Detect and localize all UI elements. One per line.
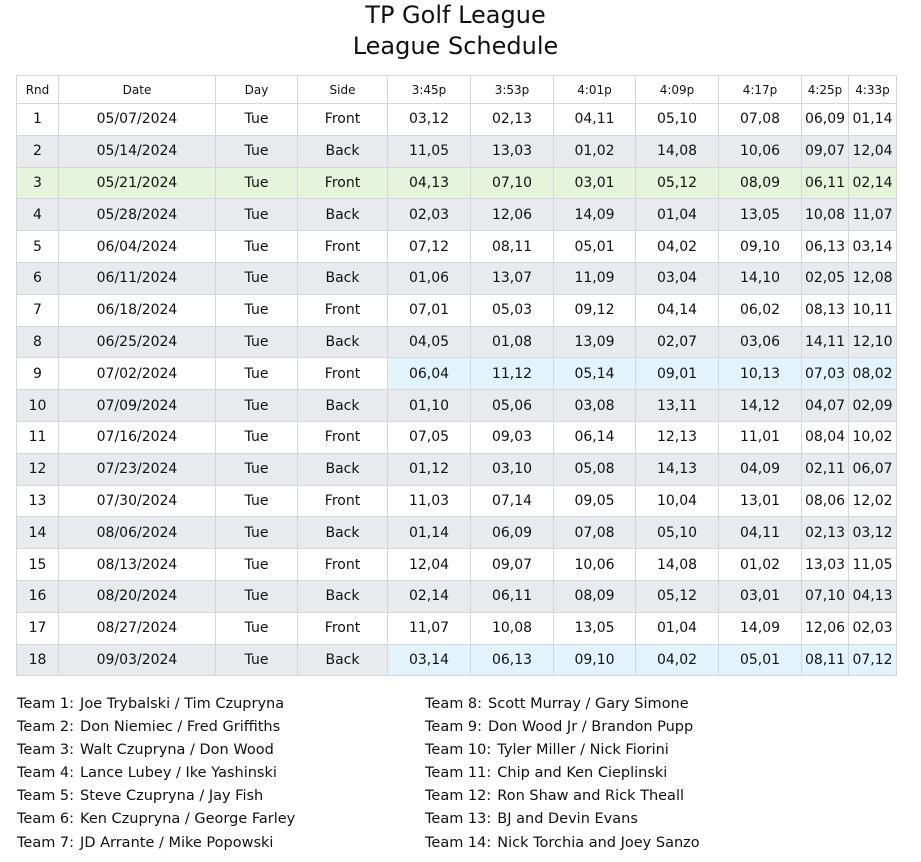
column-header-time: 4:17p — [719, 76, 802, 104]
matchup-cell: 01,08 — [471, 326, 554, 358]
date-cell: 06/04/2024 — [59, 231, 216, 263]
table-row — [17, 358, 897, 390]
team-label: Team 3: — [17, 742, 75, 759]
matchup-cell: 04,07 — [802, 390, 849, 422]
matchup-cell: 09,07 — [802, 135, 849, 167]
matchup-cell: 02,03 — [388, 199, 471, 231]
matchup-cell: 04,13 — [849, 580, 897, 612]
table-row — [17, 326, 897, 358]
matchup-cell: 03,08 — [554, 390, 636, 422]
day-cell: Tue — [216, 326, 298, 358]
matchup-cell: 03,01 — [554, 167, 636, 199]
team-members: Don Niemiec / Fred Griffiths — [80, 719, 281, 736]
column-header-side: Side — [298, 76, 388, 104]
day-cell: Tue — [216, 517, 298, 549]
matchup-cell: 03,14 — [388, 644, 471, 676]
round-cell: 8 — [17, 326, 59, 358]
date-cell: 05/07/2024 — [59, 104, 216, 136]
matchup-cell: 11,05 — [849, 549, 897, 581]
matchup-cell: 09,07 — [471, 549, 554, 581]
matchup-cell: 04,09 — [719, 453, 802, 485]
side-cell: Back — [298, 644, 388, 676]
matchup-cell: 05,01 — [554, 231, 636, 263]
day-cell: Tue — [216, 262, 298, 294]
day-cell: Tue — [216, 199, 298, 231]
side-cell: Front — [298, 549, 388, 581]
matchup-cell: 07,08 — [554, 517, 636, 549]
matchup-cell: 12,02 — [849, 485, 897, 517]
matchup-cell: 14,09 — [719, 612, 802, 644]
matchup-cell: 03,01 — [719, 580, 802, 612]
matchup-cell: 13,01 — [719, 485, 802, 517]
side-cell: Front — [298, 104, 388, 136]
matchup-cell: 08,11 — [802, 644, 849, 676]
page-title: TP Golf League — [365, 1, 546, 29]
page-subtitle: League Schedule — [352, 32, 559, 60]
side-cell: Back — [298, 517, 388, 549]
team-label: Team 13: — [425, 811, 492, 828]
team-members: Chip and Ken Cieplinski — [497, 765, 668, 782]
team-members: Lance Lubey / Ike Yashinski — [80, 765, 277, 782]
matchup-cell: 11,03 — [388, 485, 471, 517]
team-members: Nick Torchia and Joey Sanzo — [497, 834, 700, 851]
date-cell: 08/20/2024 — [59, 580, 216, 612]
side-cell: Front — [298, 358, 388, 390]
side-cell: Back — [298, 453, 388, 485]
matchup-cell: 07,10 — [471, 167, 554, 199]
matchup-cell: 12,06 — [471, 199, 554, 231]
matchup-cell: 12,04 — [849, 135, 897, 167]
team-members: Ron Shaw and Rick Theall — [497, 788, 685, 805]
date-cell: 05/14/2024 — [59, 135, 216, 167]
round-cell: 14 — [17, 517, 59, 549]
team-label: Team 4: — [17, 765, 75, 782]
matchup-cell: 01,02 — [554, 135, 636, 167]
matchup-cell: 09,10 — [554, 644, 636, 676]
day-cell: Tue — [216, 580, 298, 612]
matchup-cell: 05,01 — [719, 644, 802, 676]
day-cell: Tue — [216, 390, 298, 422]
day-cell: Tue — [216, 135, 298, 167]
day-cell: Tue — [216, 421, 298, 453]
day-cell: Tue — [216, 612, 298, 644]
matchup-cell: 04,02 — [636, 231, 719, 263]
team-entry — [17, 762, 295, 785]
column-header-time: 4:33p — [849, 76, 897, 104]
matchup-cell: 05,12 — [636, 167, 719, 199]
matchup-cell: 01,02 — [719, 549, 802, 581]
round-cell: 17 — [17, 612, 59, 644]
table-row — [17, 421, 897, 453]
team-entry — [17, 785, 295, 808]
round-cell: 15 — [17, 549, 59, 581]
table-row — [17, 644, 897, 676]
matchup-cell: 04,14 — [636, 294, 719, 326]
matchup-cell: 13,05 — [554, 612, 636, 644]
matchup-cell: 13,07 — [471, 262, 554, 294]
matchup-cell: 08,13 — [802, 294, 849, 326]
matchup-cell: 10,08 — [471, 612, 554, 644]
team-members: Tyler Miller / Nick Fiorini — [497, 742, 669, 759]
matchup-cell: 04,02 — [636, 644, 719, 676]
matchup-cell: 05,08 — [554, 453, 636, 485]
side-cell: Front — [298, 612, 388, 644]
column-header-rnd: Rnd — [17, 76, 59, 104]
matchup-cell: 13,11 — [636, 390, 719, 422]
matchup-cell: 06,09 — [471, 517, 554, 549]
matchup-cell: 14,12 — [719, 390, 802, 422]
matchup-cell: 05,06 — [471, 390, 554, 422]
matchup-cell: 04,11 — [554, 104, 636, 136]
date-cell: 05/21/2024 — [59, 167, 216, 199]
matchup-cell: 14,09 — [554, 199, 636, 231]
matchup-cell: 01,04 — [636, 612, 719, 644]
round-cell: 6 — [17, 262, 59, 294]
matchup-cell: 06,13 — [471, 644, 554, 676]
matchup-cell: 13,03 — [802, 549, 849, 581]
matchup-cell: 04,13 — [388, 167, 471, 199]
team-roster-right — [425, 693, 700, 855]
table-row — [17, 517, 897, 549]
matchup-cell: 09,05 — [554, 485, 636, 517]
side-cell: Front — [298, 421, 388, 453]
team-entry — [425, 785, 700, 808]
matchup-cell: 05,10 — [636, 104, 719, 136]
matchup-cell: 09,10 — [719, 231, 802, 263]
team-entry — [425, 762, 700, 785]
matchup-cell: 02,07 — [636, 326, 719, 358]
matchup-cell: 02,14 — [849, 167, 897, 199]
team-members: JD Arrante / Mike Popowski — [80, 834, 274, 851]
date-cell: 06/18/2024 — [59, 294, 216, 326]
day-cell: Tue — [216, 453, 298, 485]
table-row — [17, 485, 897, 517]
matchup-cell: 01,04 — [636, 199, 719, 231]
matchup-cell: 07,12 — [849, 644, 897, 676]
column-header-date: Date — [59, 76, 216, 104]
team-label: Team 5: — [17, 788, 75, 805]
day-cell: Tue — [216, 549, 298, 581]
matchup-cell: 05,14 — [554, 358, 636, 390]
side-cell: Back — [298, 135, 388, 167]
team-entry — [425, 739, 700, 762]
column-header-time: 4:25p — [802, 76, 849, 104]
matchup-cell: 09,03 — [471, 421, 554, 453]
matchup-cell: 14,11 — [802, 326, 849, 358]
date-cell: 07/16/2024 — [59, 421, 216, 453]
matchup-cell: 12,10 — [849, 326, 897, 358]
date-cell: 06/11/2024 — [59, 262, 216, 294]
side-cell: Back — [298, 262, 388, 294]
matchup-cell: 07,01 — [388, 294, 471, 326]
matchup-cell: 13,03 — [471, 135, 554, 167]
matchup-cell: 06,11 — [471, 580, 554, 612]
team-label: Team 9: — [425, 719, 483, 736]
team-label: Team 8: — [425, 696, 483, 712]
matchup-cell: 10,02 — [849, 421, 897, 453]
matchup-cell: 08,09 — [554, 580, 636, 612]
matchup-cell: 03,06 — [719, 326, 802, 358]
team-members: Scott Murray / Gary Simone — [488, 696, 689, 712]
matchup-cell: 12,06 — [802, 612, 849, 644]
side-cell: Front — [298, 294, 388, 326]
date-cell: 06/25/2024 — [59, 326, 216, 358]
round-cell: 11 — [17, 421, 59, 453]
date-cell: 07/23/2024 — [59, 453, 216, 485]
side-cell: Front — [298, 167, 388, 199]
round-cell: 1 — [17, 104, 59, 136]
team-members: Walt Czupryna / Don Wood — [80, 742, 274, 759]
matchup-cell: 01,10 — [388, 390, 471, 422]
matchup-cell: 12,13 — [636, 421, 719, 453]
round-cell: 16 — [17, 580, 59, 612]
matchup-cell: 14,10 — [719, 262, 802, 294]
side-cell: Back — [298, 390, 388, 422]
matchup-cell: 07,10 — [802, 580, 849, 612]
matchup-cell: 11,05 — [388, 135, 471, 167]
team-entry — [425, 716, 700, 739]
matchup-cell: 11,12 — [471, 358, 554, 390]
matchup-cell: 11,01 — [719, 421, 802, 453]
matchup-cell: 01,14 — [388, 517, 471, 549]
matchup-cell: 02,13 — [802, 517, 849, 549]
round-cell: 10 — [17, 390, 59, 422]
matchup-cell: 02,11 — [802, 453, 849, 485]
matchup-cell: 12,08 — [849, 262, 897, 294]
matchup-cell: 10,08 — [802, 199, 849, 231]
matchup-cell: 06,13 — [802, 231, 849, 263]
column-header-time: 3:45p — [388, 76, 471, 104]
team-label: Team 11: — [425, 765, 492, 782]
matchup-cell: 01,14 — [849, 104, 897, 136]
table-row — [17, 262, 897, 294]
matchup-cell: 07,12 — [388, 231, 471, 263]
table-row — [17, 549, 897, 581]
matchup-cell: 09,01 — [636, 358, 719, 390]
round-cell: 2 — [17, 135, 59, 167]
day-cell: Tue — [216, 485, 298, 517]
matchup-cell: 10,04 — [636, 485, 719, 517]
matchup-cell: 07,03 — [802, 358, 849, 390]
team-label: Team 10: — [425, 742, 492, 759]
table-row — [17, 199, 897, 231]
matchup-cell: 10,11 — [849, 294, 897, 326]
matchup-cell: 14,08 — [636, 549, 719, 581]
team-members: Ken Czupryna / George Farley — [80, 811, 296, 828]
team-entry — [17, 739, 295, 762]
column-header-time: 3:53p — [471, 76, 554, 104]
team-label: Team 2: — [17, 719, 75, 736]
team-label: Team 14: — [425, 834, 492, 851]
matchup-cell: 08,09 — [719, 167, 802, 199]
matchup-cell: 02,03 — [849, 612, 897, 644]
table-row — [17, 294, 897, 326]
matchup-cell: 02,05 — [802, 262, 849, 294]
table-row — [17, 390, 897, 422]
day-cell: Tue — [216, 167, 298, 199]
matchup-cell: 07,14 — [471, 485, 554, 517]
matchup-cell: 05,10 — [636, 517, 719, 549]
day-cell: Tue — [216, 231, 298, 263]
matchup-cell: 14,08 — [636, 135, 719, 167]
team-members: Don Wood Jr / Brandon Pupp — [488, 719, 694, 736]
team-entry — [425, 832, 700, 855]
matchup-cell: 08,06 — [802, 485, 849, 517]
date-cell: 09/03/2024 — [59, 644, 216, 676]
day-cell: Tue — [216, 644, 298, 676]
team-entry — [17, 693, 295, 716]
team-label: Team 6: — [17, 811, 75, 828]
matchup-cell: 04,11 — [719, 517, 802, 549]
side-cell: Back — [298, 326, 388, 358]
matchup-cell: 09,12 — [554, 294, 636, 326]
title-block — [0, 0, 911, 62]
team-label: Team 12: — [425, 788, 492, 805]
team-entry — [425, 693, 700, 716]
table-row — [17, 453, 897, 485]
round-cell: 18 — [17, 644, 59, 676]
matchup-cell: 03,14 — [849, 231, 897, 263]
side-cell: Front — [298, 231, 388, 263]
date-cell: 07/02/2024 — [59, 358, 216, 390]
matchup-cell: 03,10 — [471, 453, 554, 485]
team-members: Joe Trybalski / Tim Czupryna — [80, 696, 285, 712]
matchup-cell: 06,11 — [802, 167, 849, 199]
schedule-table — [16, 75, 897, 676]
matchup-cell: 11,07 — [388, 612, 471, 644]
matchup-cell: 10,06 — [719, 135, 802, 167]
matchup-cell: 11,07 — [849, 199, 897, 231]
table-row — [17, 104, 897, 136]
matchup-cell: 03,04 — [636, 262, 719, 294]
team-entry — [425, 808, 700, 831]
matchup-cell: 04,05 — [388, 326, 471, 358]
matchup-cell: 06,04 — [388, 358, 471, 390]
matchup-cell: 11,09 — [554, 262, 636, 294]
matchup-cell: 01,12 — [388, 453, 471, 485]
day-cell: Tue — [216, 104, 298, 136]
team-entry — [17, 716, 295, 739]
column-header-time: 4:09p — [636, 76, 719, 104]
matchup-cell: 06,14 — [554, 421, 636, 453]
table-header-row — [17, 76, 897, 104]
team-entry — [17, 832, 295, 855]
date-cell: 08/27/2024 — [59, 612, 216, 644]
column-header-day: Day — [216, 76, 298, 104]
round-cell: 13 — [17, 485, 59, 517]
matchup-cell: 08,04 — [802, 421, 849, 453]
date-cell: 07/30/2024 — [59, 485, 216, 517]
side-cell: Back — [298, 580, 388, 612]
matchup-cell: 07,05 — [388, 421, 471, 453]
round-cell: 12 — [17, 453, 59, 485]
round-cell: 9 — [17, 358, 59, 390]
matchup-cell: 05,03 — [471, 294, 554, 326]
day-cell: Tue — [216, 294, 298, 326]
matchup-cell: 03,12 — [849, 517, 897, 549]
matchup-cell: 06,02 — [719, 294, 802, 326]
matchup-cell: 05,12 — [636, 580, 719, 612]
matchup-cell: 10,06 — [554, 549, 636, 581]
side-cell: Front — [298, 485, 388, 517]
table-row — [17, 580, 897, 612]
matchup-cell: 03,12 — [388, 104, 471, 136]
round-cell: 7 — [17, 294, 59, 326]
matchup-cell: 12,04 — [388, 549, 471, 581]
date-cell: 08/06/2024 — [59, 517, 216, 549]
round-cell: 3 — [17, 167, 59, 199]
matchup-cell: 10,13 — [719, 358, 802, 390]
date-cell: 05/28/2024 — [59, 199, 216, 231]
table-row — [17, 231, 897, 263]
team-members: BJ and Devin Evans — [497, 811, 638, 828]
matchup-cell: 01,06 — [388, 262, 471, 294]
round-cell: 5 — [17, 231, 59, 263]
column-header-time: 4:01p — [554, 76, 636, 104]
schedule-body — [17, 104, 897, 676]
matchup-cell: 13,05 — [719, 199, 802, 231]
matchup-cell: 02,14 — [388, 580, 471, 612]
date-cell: 08/13/2024 — [59, 549, 216, 581]
matchup-cell: 06,07 — [849, 453, 897, 485]
side-cell: Back — [298, 199, 388, 231]
table-row — [17, 167, 897, 199]
matchup-cell: 06,09 — [802, 104, 849, 136]
team-label: Team 1: — [17, 696, 75, 712]
matchup-cell: 08,02 — [849, 358, 897, 390]
team-members: Steve Czupryna / Jay Fish — [80, 788, 264, 805]
table-row — [17, 612, 897, 644]
matchup-cell: 14,13 — [636, 453, 719, 485]
matchup-cell: 13,09 — [554, 326, 636, 358]
round-cell: 4 — [17, 199, 59, 231]
team-entry — [17, 808, 295, 831]
matchup-cell: 02,13 — [471, 104, 554, 136]
table-row — [17, 135, 897, 167]
matchup-cell: 08,11 — [471, 231, 554, 263]
team-label: Team 7: — [17, 834, 75, 851]
team-roster-left — [17, 693, 295, 855]
date-cell: 07/09/2024 — [59, 390, 216, 422]
day-cell: Tue — [216, 358, 298, 390]
matchup-cell: 02,09 — [849, 390, 897, 422]
matchup-cell: 07,08 — [719, 104, 802, 136]
